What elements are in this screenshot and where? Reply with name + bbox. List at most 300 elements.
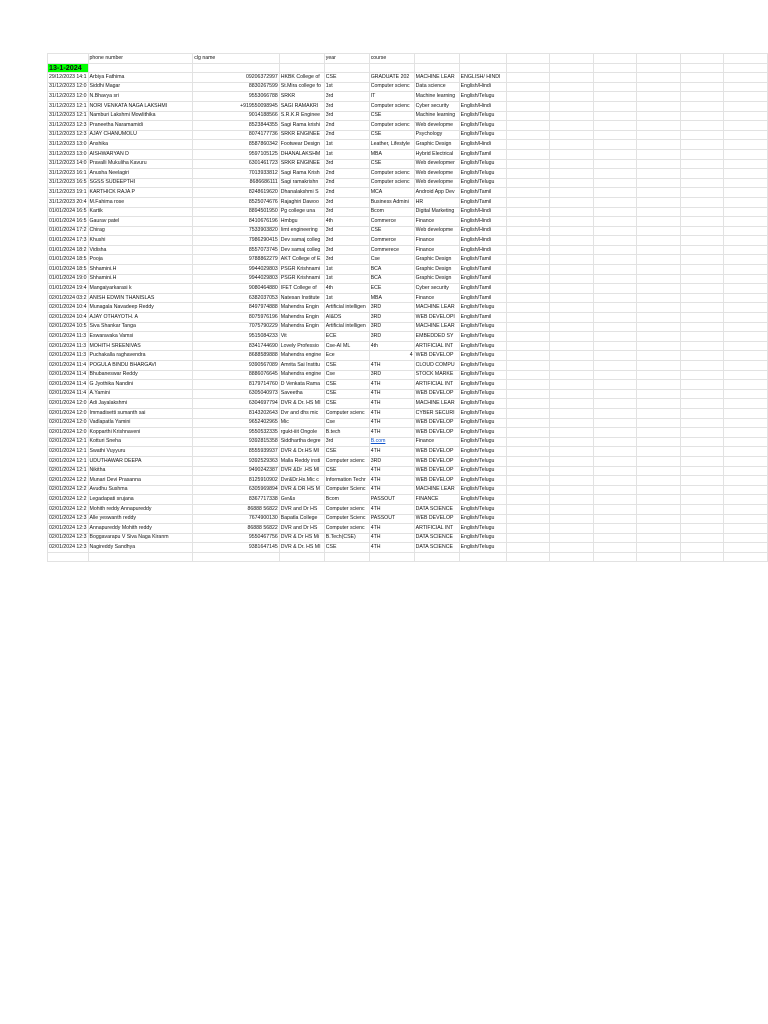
empty-cell[interactable]	[593, 341, 637, 351]
data-cell[interactable]: English/Telugu	[459, 169, 506, 179]
empty-cell[interactable]	[550, 476, 594, 486]
timestamp-cell[interactable]: 02/01/2024 12:1	[48, 466, 89, 476]
data-cell[interactable]: Web developme	[414, 121, 459, 131]
data-cell[interactable]: English/Telugu	[459, 495, 506, 505]
data-cell[interactable]: CSE	[324, 389, 369, 399]
data-cell[interactable]: Computer scienc	[369, 178, 414, 188]
data-cell[interactable]: D Venkata Rama	[279, 380, 324, 390]
data-cell[interactable]: 4TH	[369, 524, 414, 534]
data-cell[interactable]: Mahendra engine	[279, 351, 324, 361]
empty-cell[interactable]	[506, 466, 550, 476]
empty-cell[interactable]	[593, 245, 637, 255]
header-cell[interactable]	[724, 54, 768, 64]
empty-cell[interactable]	[724, 466, 768, 476]
timestamp-cell[interactable]: 02/01/2024 12:0	[48, 408, 89, 418]
phone-cell[interactable]: 8523844355	[193, 121, 280, 131]
timestamp-cell[interactable]: 01/01/2024 16:5	[48, 217, 89, 227]
empty-cell[interactable]	[593, 437, 637, 447]
empty-cell[interactable]	[550, 552, 594, 562]
data-cell[interactable]: English/Telugu	[459, 524, 506, 534]
phone-cell[interactable]: 8688589888	[193, 351, 280, 361]
timestamp-cell[interactable]: 31/12/2023 12:0	[48, 82, 89, 92]
data-cell[interactable]: PASSOUT	[369, 495, 414, 505]
empty-cell[interactable]	[680, 514, 724, 524]
empty-cell[interactable]	[506, 456, 550, 466]
data-cell[interactable]: MACHINE LEAR	[414, 303, 459, 313]
data-cell[interactable]: 2nd	[324, 178, 369, 188]
data-cell[interactable]: MBA	[369, 149, 414, 159]
data-cell[interactable]: WEB DEVELOP	[414, 476, 459, 486]
data-cell[interactable]: English/Telugu	[459, 361, 506, 371]
data-cell[interactable]: English/Tamil	[459, 149, 506, 159]
data-cell[interactable]: Dev samaj colleg	[279, 245, 324, 255]
data-cell[interactable]: English/Telugu	[459, 408, 506, 418]
empty-cell[interactable]	[506, 303, 550, 313]
empty-cell[interactable]	[550, 361, 594, 371]
data-cell[interactable]: BCA	[369, 274, 414, 284]
name-cell[interactable]: Kopparthi Krishnaveni	[88, 428, 193, 438]
empty-cell[interactable]	[593, 456, 637, 466]
empty-cell[interactable]	[550, 504, 594, 514]
data-cell[interactable]: 4TH	[369, 428, 414, 438]
data-cell[interactable]: Finance	[414, 236, 459, 246]
data-cell[interactable]: CSE	[369, 226, 414, 236]
empty-cell[interactable]	[459, 552, 506, 562]
data-cell[interactable]: 4TH	[369, 543, 414, 553]
data-cell[interactable]: Mahendra Engin	[279, 313, 324, 323]
empty-cell[interactable]	[324, 552, 369, 562]
empty-cell[interactable]	[550, 485, 594, 495]
timestamp-cell[interactable]: 01/01/2024 18:5	[48, 265, 89, 275]
data-cell[interactable]: Computer scienc	[324, 456, 369, 466]
data-cell[interactable]: CLOUD COMPU	[414, 361, 459, 371]
timestamp-cell[interactable]: 02/01/2024 12:3	[48, 514, 89, 524]
data-cell[interactable]: Web developme	[414, 169, 459, 179]
data-cell[interactable]: Natesan Institute	[279, 293, 324, 303]
name-cell[interactable]: Alle yeswanth reddy	[88, 514, 193, 524]
phone-cell[interactable]: 9390567089	[193, 361, 280, 371]
empty-cell[interactable]	[680, 303, 724, 313]
data-cell[interactable]: 1st	[324, 140, 369, 150]
header-cell[interactable]	[680, 54, 724, 64]
empty-cell[interactable]	[680, 217, 724, 227]
data-cell[interactable]: IFET College of	[279, 284, 324, 294]
data-cell[interactable]: English/Hindi	[459, 217, 506, 227]
empty-cell[interactable]	[550, 495, 594, 505]
empty-cell[interactable]	[593, 495, 637, 505]
phone-cell[interactable]: 8410676196	[193, 217, 280, 227]
header-cell[interactable]	[48, 54, 89, 64]
phone-cell[interactable]: 8894501950	[193, 207, 280, 217]
data-cell[interactable]: Bapatla College	[279, 514, 324, 524]
empty-cell[interactable]	[506, 380, 550, 390]
empty-cell[interactable]	[637, 476, 681, 486]
empty-cell[interactable]	[724, 284, 768, 294]
data-cell[interactable]: MACHINE LEAR	[414, 399, 459, 409]
data-cell[interactable]: SAGI RAMAKRI	[279, 101, 324, 111]
phone-cell[interactable]: 8074177736	[193, 130, 280, 140]
data-cell[interactable]: English/Telugu	[459, 121, 506, 131]
empty-cell[interactable]	[680, 178, 724, 188]
empty-cell[interactable]	[593, 111, 637, 121]
empty-cell[interactable]	[593, 121, 637, 131]
timestamp-cell[interactable]: 02/01/2024 10:5	[48, 322, 89, 332]
empty-cell[interactable]	[680, 207, 724, 217]
empty-cell[interactable]	[724, 543, 768, 553]
name-cell[interactable]: Vidisha	[88, 245, 193, 255]
data-cell[interactable]: CYBER SECURI	[414, 408, 459, 418]
empty-cell[interactable]	[637, 466, 681, 476]
data-cell[interactable]: Saveetha	[279, 389, 324, 399]
empty-cell[interactable]	[637, 265, 681, 275]
timestamp-cell[interactable]: 02/01/2024 11:3	[48, 332, 89, 342]
empty-cell[interactable]	[506, 121, 550, 131]
name-cell[interactable]: Legadapati srujana	[88, 495, 193, 505]
empty-cell[interactable]	[680, 447, 724, 457]
empty-cell[interactable]	[550, 447, 594, 457]
empty-cell[interactable]	[724, 332, 768, 342]
data-cell[interactable]: SRKR ENGINEE	[279, 159, 324, 169]
empty-cell[interactable]	[369, 552, 414, 562]
data-cell[interactable]: 4TH	[369, 447, 414, 457]
empty-cell[interactable]	[593, 197, 637, 207]
data-cell[interactable]: 3RD	[369, 313, 414, 323]
empty-cell[interactable]	[593, 533, 637, 543]
data-cell[interactable]: CSE	[324, 466, 369, 476]
empty-cell[interactable]	[680, 274, 724, 284]
data-cell[interactable]: Ece	[324, 351, 369, 361]
empty-cell[interactable]	[680, 495, 724, 505]
empty-cell[interactable]	[637, 140, 681, 150]
data-cell[interactable]: DATA SCIENCE	[414, 543, 459, 553]
empty-cell[interactable]	[724, 274, 768, 284]
empty-cell[interactable]	[506, 92, 550, 102]
empty-cell[interactable]	[680, 428, 724, 438]
data-cell[interactable]: English/Telugu	[459, 428, 506, 438]
empty-cell[interactable]	[550, 140, 594, 150]
data-cell[interactable]: Android App Dev	[414, 188, 459, 198]
empty-cell[interactable]	[637, 351, 681, 361]
empty-cell[interactable]	[724, 437, 768, 447]
header-cell[interactable]	[550, 54, 594, 64]
empty-cell[interactable]	[637, 236, 681, 246]
data-cell[interactable]: 3RD	[369, 303, 414, 313]
empty-cell[interactable]	[637, 399, 681, 409]
data-cell[interactable]: DATA SCIENCE	[414, 504, 459, 514]
empty-cell[interactable]	[506, 82, 550, 92]
empty-cell[interactable]	[550, 130, 594, 140]
data-cell[interactable]: GRADUATE 202	[369, 73, 414, 83]
phone-cell[interactable]: 7674900130	[193, 514, 280, 524]
empty-cell[interactable]	[593, 322, 637, 332]
empty-cell[interactable]	[680, 121, 724, 131]
empty-cell[interactable]	[506, 169, 550, 179]
header-cell[interactable]	[637, 54, 681, 64]
phone-cell[interactable]: 8248619620	[193, 188, 280, 198]
name-cell[interactable]: SGSS SUDEEPTHI	[88, 178, 193, 188]
empty-cell[interactable]	[593, 476, 637, 486]
data-cell[interactable]: Information Techr	[324, 476, 369, 486]
empty-cell[interactable]	[550, 399, 594, 409]
empty-cell[interactable]	[724, 341, 768, 351]
timestamp-cell[interactable]: 02/01/2024 12:1	[48, 437, 89, 447]
phone-cell[interactable]: 6305040973	[193, 389, 280, 399]
empty-cell[interactable]	[88, 552, 193, 562]
phone-cell[interactable]: 9597105125	[193, 149, 280, 159]
data-cell[interactable]: English/Hindi	[459, 236, 506, 246]
data-cell[interactable]: English/Telugu	[459, 322, 506, 332]
timestamp-cell[interactable]: 02/01/2024 12:3	[48, 524, 89, 534]
data-cell[interactable]: 3rd	[324, 159, 369, 169]
empty-cell[interactable]	[637, 63, 681, 73]
empty-cell[interactable]	[550, 322, 594, 332]
empty-cell[interactable]	[680, 226, 724, 236]
empty-cell[interactable]	[637, 293, 681, 303]
data-cell[interactable]: WEB DEVELOP	[414, 466, 459, 476]
empty-cell[interactable]	[724, 130, 768, 140]
empty-cell[interactable]	[506, 447, 550, 457]
empty-cell[interactable]	[680, 524, 724, 534]
data-cell[interactable]: SRKR	[279, 92, 324, 102]
empty-cell[interactable]	[637, 524, 681, 534]
data-cell[interactable]: English/Telugu	[459, 485, 506, 495]
empty-cell[interactable]	[680, 504, 724, 514]
data-cell[interactable]: MBA	[369, 293, 414, 303]
data-cell[interactable]: English/Hindi	[459, 101, 506, 111]
data-cell[interactable]: MACHINE LEAR	[414, 322, 459, 332]
name-cell[interactable]: Namburi Lakshmi Mowlithika	[88, 111, 193, 121]
data-cell[interactable]: Commerce	[369, 217, 414, 227]
timestamp-cell[interactable]: 31/12/2023 19:1	[48, 188, 89, 198]
empty-cell[interactable]	[724, 313, 768, 323]
data-cell[interactable]: English/Tamil	[459, 197, 506, 207]
phone-cell[interactable]: 9080464880	[193, 284, 280, 294]
empty-cell[interactable]	[550, 456, 594, 466]
phone-cell[interactable]: 9515084233	[193, 332, 280, 342]
empty-cell[interactable]	[550, 92, 594, 102]
name-cell[interactable]: NORI VENKATA NAGA LAKSHMI	[88, 101, 193, 111]
empty-cell[interactable]	[88, 63, 193, 73]
empty-cell[interactable]	[724, 495, 768, 505]
empty-cell[interactable]	[724, 255, 768, 265]
empty-cell[interactable]	[550, 332, 594, 342]
data-cell[interactable]: ECE	[324, 332, 369, 342]
header-cell[interactable]	[506, 54, 550, 64]
empty-cell[interactable]	[637, 485, 681, 495]
phone-cell[interactable]: 86888 56822	[193, 524, 280, 534]
data-cell[interactable]: CSE	[369, 159, 414, 169]
empty-cell[interactable]	[724, 552, 768, 562]
data-cell[interactable]: WEB DEVELOP	[414, 428, 459, 438]
empty-cell[interactable]	[680, 245, 724, 255]
empty-cell[interactable]	[414, 552, 459, 562]
empty-cell[interactable]	[279, 552, 324, 562]
empty-cell[interactable]	[680, 361, 724, 371]
data-cell[interactable]: Cyber security	[414, 284, 459, 294]
empty-cell[interactable]	[637, 207, 681, 217]
empty-cell[interactable]	[550, 149, 594, 159]
empty-cell[interactable]	[593, 63, 637, 73]
empty-cell[interactable]	[506, 236, 550, 246]
name-cell[interactable]: Bhubaneswar Reddy	[88, 370, 193, 380]
empty-cell[interactable]	[724, 418, 768, 428]
empty-cell[interactable]	[637, 332, 681, 342]
data-cell[interactable]: 4th	[369, 341, 414, 351]
data-cell[interactable]: CSE	[369, 130, 414, 140]
empty-cell[interactable]	[550, 188, 594, 198]
data-cell[interactable]: MACHINE LEAR	[414, 73, 459, 83]
timestamp-cell[interactable]: 31/12/2023 14:0	[48, 159, 89, 169]
data-cell[interactable]: Finance	[414, 293, 459, 303]
timestamp-cell[interactable]: 31/12/2023 12:3	[48, 130, 89, 140]
data-cell[interactable]: CSE	[324, 399, 369, 409]
empty-cell[interactable]	[637, 303, 681, 313]
data-cell[interactable]: Mahendra engine	[279, 370, 324, 380]
data-cell[interactable]: DVR & Dr HS Mi	[279, 533, 324, 543]
data-cell[interactable]: S.R.K.R Enginee	[279, 111, 324, 121]
data-cell[interactable]: WEB DEVELOPI	[414, 313, 459, 323]
empty-cell[interactable]	[724, 408, 768, 418]
empty-cell[interactable]	[369, 63, 414, 73]
empty-cell[interactable]	[680, 437, 724, 447]
name-cell[interactable]: ANISH EDWIN THANISLAS	[88, 293, 193, 303]
timestamp-cell[interactable]: 02/01/2024 12:2	[48, 476, 89, 486]
empty-cell[interactable]	[680, 408, 724, 418]
empty-cell[interactable]	[506, 178, 550, 188]
empty-cell[interactable]	[724, 217, 768, 227]
data-cell[interactable]: English/Telugu	[459, 92, 506, 102]
empty-cell[interactable]	[724, 399, 768, 409]
data-cell[interactable]: Commerece	[369, 245, 414, 255]
phone-cell[interactable]: 6301461723	[193, 159, 280, 169]
name-cell[interactable]: Puchakalla raghavendra	[88, 351, 193, 361]
empty-cell[interactable]	[193, 63, 280, 73]
phone-cell[interactable]: 6305969894	[193, 485, 280, 495]
empty-cell[interactable]	[637, 437, 681, 447]
name-cell[interactable]: KARTHICK RAJA P	[88, 188, 193, 198]
data-cell[interactable]: 3RD	[369, 456, 414, 466]
phone-cell[interactable]: 8341744690	[193, 341, 280, 351]
empty-cell[interactable]	[550, 82, 594, 92]
data-cell[interactable]: English/Telugu	[459, 159, 506, 169]
data-cell[interactable]: English/Hindi	[459, 226, 506, 236]
data-cell[interactable]: English/Tamil	[459, 293, 506, 303]
name-cell[interactable]: Mohith reddy Annapureddy	[88, 504, 193, 514]
empty-cell[interactable]	[724, 111, 768, 121]
phone-cell[interactable]: 9550467756	[193, 533, 280, 543]
empty-cell[interactable]	[593, 514, 637, 524]
header-cell[interactable]	[414, 54, 459, 64]
name-cell[interactable]: Shhamini.H	[88, 265, 193, 275]
data-cell[interactable]: SRKR ENGINEE	[279, 130, 324, 140]
data-cell[interactable]: Computer scienc	[324, 504, 369, 514]
empty-cell[interactable]	[637, 447, 681, 457]
data-cell[interactable]: Machine learning	[414, 92, 459, 102]
data-cell[interactable]: Bcom	[369, 207, 414, 217]
phone-cell[interactable]: 8830267599	[193, 82, 280, 92]
empty-cell[interactable]	[680, 552, 724, 562]
empty-cell[interactable]	[550, 63, 594, 73]
empty-cell[interactable]	[506, 524, 550, 534]
empty-cell[interactable]	[724, 303, 768, 313]
data-cell[interactable]: English/Hindi	[459, 245, 506, 255]
empty-cell[interactable]	[593, 207, 637, 217]
empty-cell[interactable]	[724, 370, 768, 380]
data-cell[interactable]: Machine learning	[414, 111, 459, 121]
empty-cell[interactable]	[506, 341, 550, 351]
empty-cell[interactable]	[637, 274, 681, 284]
name-cell[interactable]: AISHWARYAN D	[88, 149, 193, 159]
empty-cell[interactable]	[724, 82, 768, 92]
empty-cell[interactable]	[550, 408, 594, 418]
empty-cell[interactable]	[680, 149, 724, 159]
data-cell[interactable]: Computer scienc	[369, 169, 414, 179]
empty-cell[interactable]	[724, 92, 768, 102]
data-cell[interactable]: English/Telugu	[459, 341, 506, 351]
name-cell[interactable]: M.Fahima rose	[88, 197, 193, 207]
data-cell[interactable]: 4TH	[369, 389, 414, 399]
phone-cell[interactable]: 8143202643	[193, 408, 280, 418]
data-cell[interactable]: English/Tamil	[459, 274, 506, 284]
timestamp-cell[interactable]: 02/01/2024 12:0	[48, 399, 89, 409]
timestamp-cell[interactable]: 01/01/2024 18:5	[48, 255, 89, 265]
timestamp-cell[interactable]: 01/01/2024 17:3	[48, 236, 89, 246]
name-cell[interactable]: UDUTHAWAR DEEPA	[88, 456, 193, 466]
name-cell[interactable]: Adi Jayalakshmi	[88, 399, 193, 409]
empty-cell[interactable]	[724, 351, 768, 361]
timestamp-cell[interactable]: 02/01/2024 11:4	[48, 380, 89, 390]
name-cell[interactable]: Mangaiyarkarasi k	[88, 284, 193, 294]
data-cell[interactable]: PSGR Krishnami	[279, 265, 324, 275]
empty-cell[interactable]	[724, 197, 768, 207]
empty-cell[interactable]	[593, 236, 637, 246]
data-cell[interactable]: 2nd	[324, 130, 369, 140]
empty-cell[interactable]	[593, 524, 637, 534]
empty-cell[interactable]	[637, 159, 681, 169]
phone-cell[interactable]: 7533903820	[193, 226, 280, 236]
empty-cell[interactable]	[550, 313, 594, 323]
empty-cell[interactable]	[724, 265, 768, 275]
header-cell[interactable]: course	[369, 54, 414, 64]
data-cell[interactable]: Web developmer	[414, 159, 459, 169]
empty-cell[interactable]	[637, 130, 681, 140]
timestamp-cell[interactable]: 31/12/2023 12:1	[48, 101, 89, 111]
empty-cell[interactable]	[724, 236, 768, 246]
empty-cell[interactable]	[680, 399, 724, 409]
timestamp-cell[interactable]: 02/01/2024 12:0	[48, 418, 89, 428]
empty-cell[interactable]	[506, 552, 550, 562]
data-cell[interactable]: 1st	[324, 149, 369, 159]
empty-cell[interactable]	[724, 533, 768, 543]
data-cell[interactable]: 4TH	[369, 380, 414, 390]
empty-cell[interactable]	[637, 284, 681, 294]
empty-cell[interactable]	[459, 63, 506, 73]
empty-cell[interactable]	[724, 188, 768, 198]
empty-cell[interactable]	[680, 188, 724, 198]
data-cell[interactable]: Computer Scienc	[324, 485, 369, 495]
empty-cell[interactable]	[593, 149, 637, 159]
timestamp-cell[interactable]: 31/12/2023 20:4	[48, 197, 89, 207]
empty-cell[interactable]	[637, 389, 681, 399]
empty-cell[interactable]	[724, 447, 768, 457]
empty-cell[interactable]	[593, 370, 637, 380]
empty-cell[interactable]	[593, 73, 637, 83]
data-cell[interactable]: English/Tamil	[459, 313, 506, 323]
phone-cell[interactable]: 9490242387	[193, 466, 280, 476]
empty-cell[interactable]	[637, 380, 681, 390]
data-cell[interactable]: 4TH	[369, 418, 414, 428]
data-cell[interactable]: DHANALAKSHM	[279, 149, 324, 159]
